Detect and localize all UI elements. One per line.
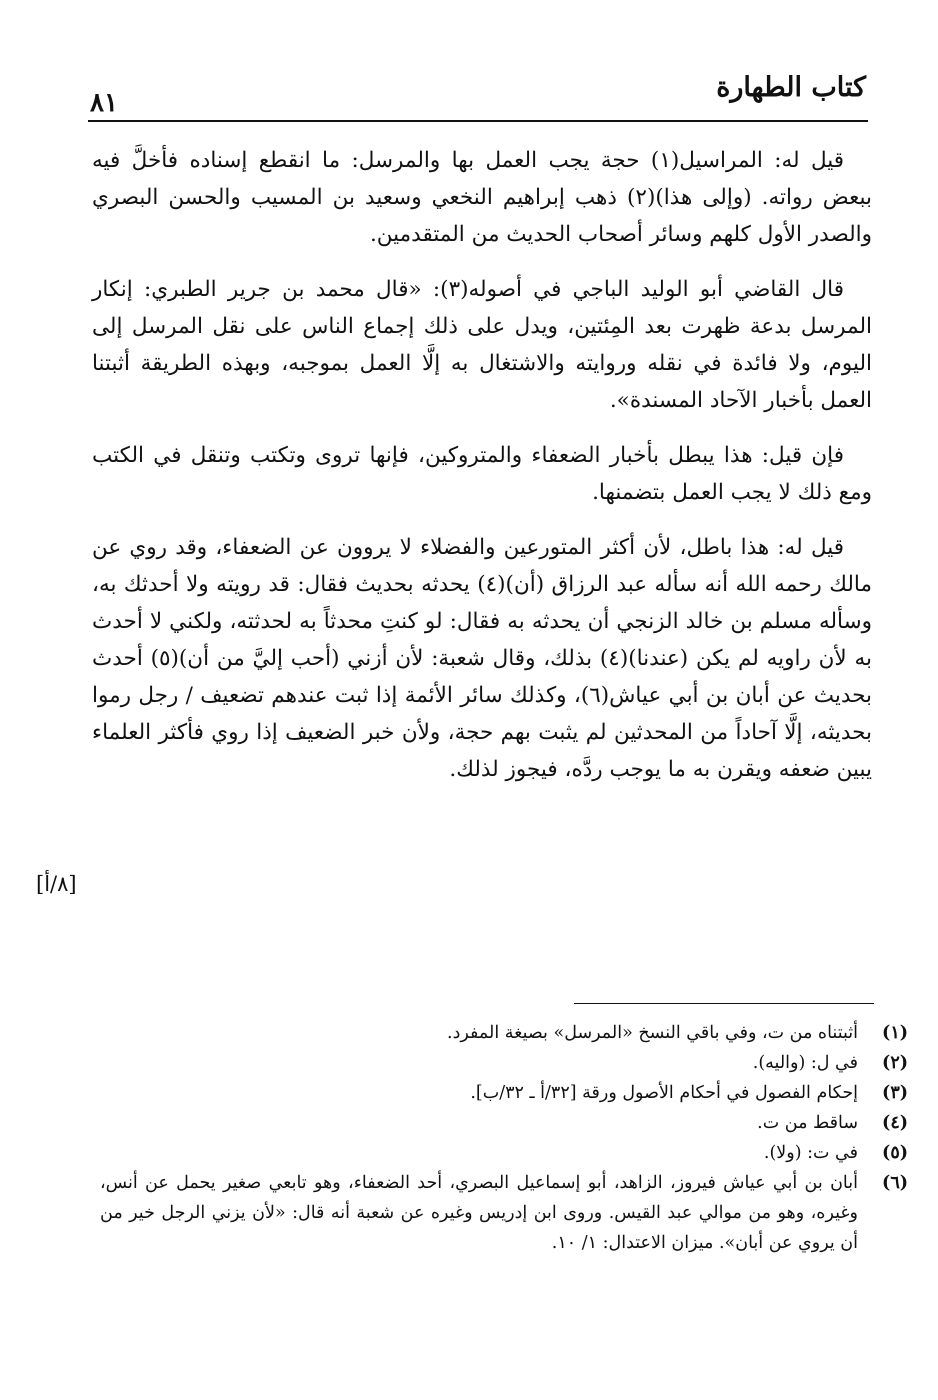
- footnote: [100, 1048, 908, 1078]
- footnote-text: في ت: (ولا).: [763, 1143, 858, 1163]
- footnote-number: (١): [882, 1023, 908, 1043]
- footnote: [100, 1138, 908, 1168]
- main-text: [92, 142, 872, 788]
- footnote: [100, 1018, 908, 1048]
- paragraph-3: فإن قيل: هذا يبطل بأخبار الضعفاء والمتروكين، فإنها تروى وتكتب وتنقل في الكتب ومع ذلك لا يجب العمل بتضمنها.: [92, 443, 872, 505]
- footnote-number: (٤): [882, 1113, 908, 1133]
- footnote-text: إحكام الفصول في أحكام الأصول ورقة [٣٢/أ ـ ٣٢/ب].: [470, 1083, 858, 1103]
- footnote-number: (٥): [882, 1143, 908, 1163]
- paragraph-4: قيل له: هذا باطل، لأن أكثر المتورعين والفضلاء لا يروون عن الضعفاء، وقد روي عن مالك رحمه الله أنه سأله عبد الرزاق (أن)(٤) يحدثه بحديث فقال: قد رويته ولا أحدثك به، وسأله مسلم بن خالد الزنجي أن يحدثه به فقال: لو كنتِ محدثاً به لحدثته، ولكني لا أحدث به لأن راويه لم يكن (عندنا)(٤) بذلك، وقال شعبة: لأن أزني (أحب إليَّ من أن)(٥) أحدث بحديث عن أبان بن أبي عياش(٦)، وكذلك سائر الأئمة إذا ثبت عندهم تضعيف / رجل رموا بحديثه، إلَّا آحاداً من المحدثين لم يثبت بهم حجة، ولأن خبر الضعيف إذا روي فأكثر العلماء يبين ضعفه ويقرن به ما يوجب ردَّه، فيجوز لذلك.: [92, 535, 872, 782]
- footnote-rule: [574, 1003, 874, 1004]
- paragraph-1: قيل له: المراسيل(١) حجة يجب العمل بها والمرسل: ما انقطع إسناده فأخلَّ فيه ببعض رواته. (وإلى هذا)(٢) ذهب إبراهيم النخعي وسعيد بن المسيب والحسن البصري والصدر الأول كلهم وسائر أصحاب الحديث من المتقدمين.: [92, 148, 872, 247]
- footnote-text: ساقط من ت.: [757, 1113, 858, 1133]
- footnote: [100, 1078, 908, 1108]
- footnote-number: (٣): [882, 1083, 908, 1103]
- page-number: ٨١: [90, 88, 118, 118]
- footnote-text: أبان بن أبي عياش فيروز، الزاهد، أبو إسماعيل البصري، أحد الضعفاء، وهو تابعي صغير يحمل عن أنس، وغيره، وهو من موالي عبد القيس. وروى ابن إدريس وغيره عن شعبة أنه قال: «لأن يزني الرجل خير من أن يروي عن أبان». ميزان الاعتدال: ١/ ١٠.: [100, 1173, 858, 1253]
- footnote-number: (٢): [882, 1053, 908, 1073]
- running-title: كتاب الطهارة: [716, 72, 866, 103]
- footnote-text: أثبتناه من ت، وفي باقي النسخ «المرسل» بصيغة المفرد.: [447, 1023, 858, 1043]
- footnote-text: في ل: (واليه).: [752, 1053, 858, 1073]
- marginal-folio-ref: [٨/أ]: [36, 872, 77, 896]
- footnote-number: (٦): [882, 1173, 908, 1193]
- paragraph-2: قال القاضي أبو الوليد الباجي في أصوله(٣): «قال محمد بن جرير الطبري: إنكار المرسل بدعة ظهرت بعد المِئتين، ويدل على ذلك إجماع الناس على نقل المرسل إلى اليوم، ولا فائدة في نقله وروايته والاشتغال به إلَّا العمل بموجبه، وبهذه الطريقة أثبتنا العمل بأخبار الآحاد المسندة».: [92, 277, 872, 413]
- footnote: [100, 1108, 908, 1138]
- header-rule: [88, 120, 868, 122]
- footnote: [100, 1168, 908, 1258]
- footnotes: [100, 1018, 908, 1258]
